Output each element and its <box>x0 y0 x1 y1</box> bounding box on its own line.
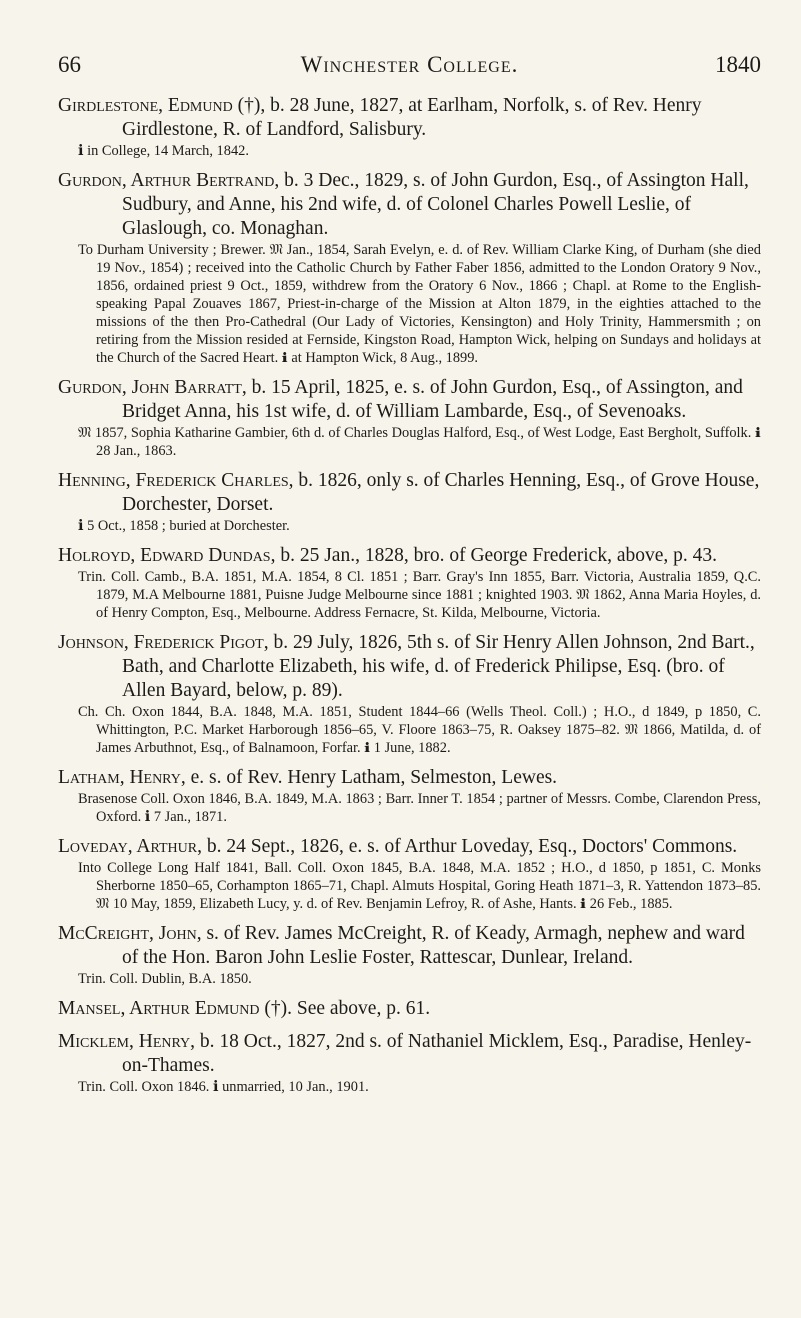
register-entry <box>58 835 761 913</box>
entry-name: Gurdon, John Barratt <box>58 377 242 398</box>
entry-lead: , b. 25 Jan., 1828, bro. of George Frederick, above, p. 43. <box>270 545 718 566</box>
entry-lead: (†). See above, p. 61. <box>259 998 431 1019</box>
entry-name: Latham, Henry <box>58 767 181 788</box>
entry-name: Micklem, Henry <box>58 1031 191 1052</box>
entry-detail: ℹ in College, 14 March, 1842. <box>78 143 249 159</box>
entry-name: Loveday, Arthur <box>58 836 198 857</box>
page-number: 66 <box>58 52 81 77</box>
entry-detail: Trin. Coll. Oxon 1846. ℹ unmarried, 10 Jan., 1901. <box>78 1079 369 1095</box>
entry-name: McCreight, John <box>58 923 197 944</box>
entry-detail: To Durham University ; Brewer. 𝔐 Jan., 1854, Sarah Evelyn, e. d. of Rev. William Clarke King, of Durham (she died 19 Nov., 1854) ; received into the Catholic Church by Father Faber 1856, admitted to the London Oratory 9 Nov., 1856, ordained priest 9 Oct., 1859, withdrew from the Oratory 6 Nov., 1866 ; Chapl. at Rome to the English-speaking Papal Zouaves 1867, Priest-in-charge of the Mission at Alton 1879, in the eighties attached to the missions of the then Pro-Cathedral (Our Lady of Victories, Kensington) and Holy Trinity, Hammersmith ; on retiring from the Mission resided at Fernside, Kingston Road, Hampton Wick, helping on Sundays and holidays at the Church of the Sacred Heart. ℹ at Hampton Wick, 8 Aug., 1899. <box>78 242 761 366</box>
entry-name: Girdlestone, Edmund <box>58 95 233 116</box>
running-title: Winchester College. <box>300 52 519 77</box>
entry-name: Henning, Frederick Charles <box>58 470 289 491</box>
register-entry <box>58 169 761 367</box>
register-entry <box>58 997 761 1021</box>
register-entry <box>58 1030 761 1096</box>
entry-lead: , s. of Rev. James McCreight, R. of Keady, Armagh, nephew and ward of the Hon. Baron John Leslie Foster, Rattescar, Dunlear, Ireland. <box>122 923 745 968</box>
entry-lead: (†), b. 28 June, 1827, at Earlham, Norfolk, s. of Rev. Henry Girdlestone, R. of Landford, Salisbury. <box>122 95 702 140</box>
register-entry <box>58 94 761 160</box>
entry-lead: , b. 1826, only s. of Charles Henning, Esq., of Grove House, Dorchester, Dorset. <box>122 470 760 515</box>
entry-lead: , b. 29 July, 1826, 5th s. of Sir Henry Allen Johnson, 2nd Bart., Bath, and Charlotte Elizabeth, his wife, d. of Frederick Philipse, Esq. (bro. of Allen Bayard, below, p. 89). <box>122 632 755 701</box>
entry-detail: Into College Long Half 1841, Ball. Coll. Oxon 1845, B.A. 1848, M.A. 1852 ; H.O., d 1850, p 1851, C. Monks Sherborne 1850–65, Corhampton 1865–71, Chapl. Almuts Hospital, Goring Heath 1871–3, R. Yattendon 1873–85. 𝔐 10 May, 1859, Elizabeth Lucy, y. d. of Rev. Benjamin Lefroy, R. of Ashe, Hants. ℹ 26 Feb., 1885. <box>78 860 761 912</box>
register-entry <box>58 376 761 460</box>
register-entry <box>58 766 761 826</box>
header-year: 1840 <box>714 52 761 77</box>
entry-detail: Trin. Coll. Dublin, B.A. 1850. <box>78 971 252 987</box>
entry-detail: Ch. Ch. Oxon 1844, B.A. 1848, M.A. 1851, Student 1844–66 (Wells Theol. Coll.) ; H.O., d 1849, p 1850, C. Whittington, P.C. Market Harborough 1856–65, V. Floore 1863–75, R. Oaksey 1875–82. 𝔐 1866, Matilda, d. of James Arbuthnot, Esq., of Balnamoon, Forfar. ℹ 1 June, 1882. <box>78 704 761 756</box>
entry-name: Holroyd, Edward Dundas <box>58 545 271 566</box>
entry-name: Gurdon, Arthur Bertrand <box>58 170 275 191</box>
register-entry <box>58 922 761 988</box>
entry-lead: , b. 15 April, 1825, e. s. of John Gurdon, Esq., of Assington, and Bridget Anna, his 1st wife, d. of William Lambarde, Esq., of Sevenoaks. <box>122 377 743 422</box>
register-entry <box>58 544 761 622</box>
entry-lead: , e. s. of Rev. Henry Latham, Selmeston, Lewes. <box>180 767 558 788</box>
entry-detail: Brasenose Coll. Oxon 1846, B.A. 1849, M.A. 1863 ; Barr. Inner T. 1854 ; partner of Messrs. Combe, Clarendon Press, Oxford. ℹ 7 Jan., 1871. <box>78 791 761 825</box>
register-entry <box>58 469 761 535</box>
entry-lead: , b. 3 Dec., 1829, s. of John Gurdon, Esq., of Assington Hall, Sudbury, and Anne, his 2nd wife, d. of Colonel Charles Powell Leslie, of Glaslough, co. Monaghan. <box>122 170 749 239</box>
entry-detail: 𝔐 1857, Sophia Katharine Gambier, 6th d. of Charles Douglas Halford, Esq., of West Lodge, East Bergholt, Suffolk. ℹ 28 Jan., 1863. <box>78 425 761 459</box>
running-header <box>58 52 761 78</box>
entry-detail: Trin. Coll. Camb., B.A. 1851, M.A. 1854, 8 Cl. 1851 ; Barr. Gray's Inn 1855, Barr. Victoria, Australia 1859, Q.C. 1879, M.A Melbourne 1881, Puisne Judge Melbourne since 1881 ; knighted 1903. 𝔐 1862, Anna Maria Hoyles, d. of Henry Compton, Esq., Melbourne. Address Fernacre, St. Kilda, Melbourne, Victoria. <box>78 569 761 621</box>
entry-lead: , b. 18 Oct., 1827, 2nd s. of Nathaniel Micklem, Esq., Paradise, Henley-on-Thames. <box>122 1031 752 1076</box>
entry-detail: ℹ 5 Oct., 1858 ; buried at Dorchester. <box>78 518 290 534</box>
entry-name: Mansel, Arthur Edmund <box>58 998 260 1019</box>
register-entry <box>58 631 761 757</box>
entry-lead: , b. 24 Sept., 1826, e. s. of Arthur Loveday, Esq., Doctors' Commons. <box>197 836 738 857</box>
entry-name: Johnson, Frederick Pigot <box>58 632 264 653</box>
